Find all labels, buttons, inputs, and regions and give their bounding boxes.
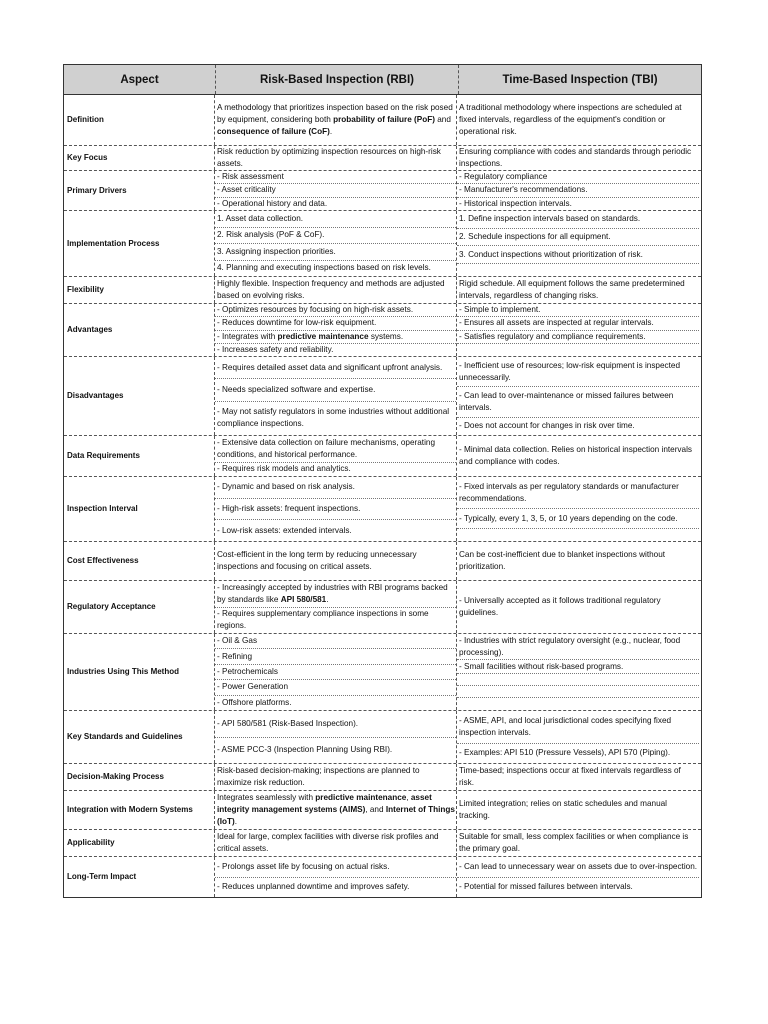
tbi-text xyxy=(457,211,699,229)
rbi-column-cell xyxy=(215,171,457,210)
table-row xyxy=(64,711,701,764)
rbi-text xyxy=(215,878,456,898)
rbi-text-line: - Integrates with predictive maintenance systems. xyxy=(217,331,404,341)
tbi-text-line: - Historical inspection intervals. xyxy=(459,198,572,208)
tbi-text xyxy=(457,317,699,330)
tbi-column-cell xyxy=(457,477,699,541)
tbi-text-line: 1. Define inspection intervals based on standards. xyxy=(459,214,641,224)
tbi-text xyxy=(457,171,699,184)
tbi-text-line: - Universally accepted as it follows traditional regulatory guidelines. xyxy=(459,596,661,617)
tbi-text xyxy=(457,634,699,660)
tbi-text-line: - Ensures all assets are inspected at regular intervals. xyxy=(459,318,654,328)
rbi-text xyxy=(215,581,456,608)
rbi-text xyxy=(215,95,456,145)
rbi-text xyxy=(215,791,456,829)
rbi-text-line: - May not satisfy regulators in some industries without additional compliance inspections. xyxy=(217,407,450,429)
table-row xyxy=(64,477,701,542)
tbi-text xyxy=(457,878,699,898)
tbi-text xyxy=(457,581,699,633)
tbi-text xyxy=(457,246,699,264)
tbi-text xyxy=(457,184,699,197)
aspect-cell: Regulatory Acceptance xyxy=(64,581,215,633)
tbi-text-line: Can be cost-inefficient due to blanket inspections without prioritization. xyxy=(459,550,666,571)
rbi-text-line: - Prolongs asset life by focusing on actual risks. xyxy=(217,861,390,871)
rbi-column-cell xyxy=(215,211,457,276)
rbi-text xyxy=(215,696,456,710)
rbi-text-line: - API 580/581 (Risk-Based Inspection). xyxy=(217,718,359,728)
tbi-text xyxy=(457,304,699,317)
rbi-column-cell xyxy=(215,304,457,356)
tbi-text xyxy=(457,477,699,509)
tbi-text xyxy=(457,744,699,764)
rbi-text-line: - Increases safety and reliability. xyxy=(217,344,334,354)
rbi-text-line: - Oil & Gas xyxy=(217,636,258,646)
tbi-text xyxy=(457,529,699,541)
table-row xyxy=(64,857,701,897)
rbi-text xyxy=(215,542,456,580)
rbi-column-cell xyxy=(215,357,457,435)
tbi-text-line: Rigid schedule. All equipment follows the same predetermined intervals, regardless of changing risks. xyxy=(459,279,685,300)
rbi-text xyxy=(215,436,456,463)
table-row xyxy=(64,95,701,146)
header-aspect: Aspect xyxy=(64,65,216,94)
rbi-text xyxy=(215,857,456,878)
aspect-cell: Implementation Process xyxy=(64,211,215,276)
tbi-text xyxy=(457,198,699,210)
tbi-text xyxy=(457,791,699,829)
rbi-text-line: - High-risk assets: frequent inspections. xyxy=(217,504,361,513)
rbi-text xyxy=(215,184,456,197)
rbi-text-line: - Reduces downtime for low-risk equipment. xyxy=(217,318,377,328)
aspect-cell: Decision-Making Process xyxy=(64,764,215,790)
rbi-text xyxy=(215,317,456,330)
aspect-cell: Key Standards and Guidelines xyxy=(64,711,215,763)
table-row xyxy=(64,146,701,171)
rbi-text-line: - Requires detailed asset data and significant upfront analysis. xyxy=(217,362,443,372)
tbi-column-cell xyxy=(457,304,699,356)
tbi-text-line: - Can lead to over-maintenance or missed failures between intervals. xyxy=(459,390,674,412)
header-tbi: Time-Based Inspection (TBI) xyxy=(502,73,658,86)
tbi-text xyxy=(457,764,699,790)
rbi-text xyxy=(215,711,456,738)
aspect-cell: Advantages xyxy=(64,304,215,356)
rbi-text xyxy=(215,402,456,435)
table-body xyxy=(64,95,701,897)
tbi-text xyxy=(457,711,699,744)
tbi-column-cell xyxy=(457,542,699,580)
aspect-cell: Disadvantages xyxy=(64,357,215,435)
tbi-text xyxy=(457,674,699,686)
rbi-text-line: - Dynamic and based on risk analysis. xyxy=(217,482,355,492)
rbi-text xyxy=(215,649,456,664)
rbi-text-line: - Increasingly accepted by industries with RBI programs backed by standards like API 580/581. xyxy=(217,582,448,604)
rbi-text-line: - Low-risk assets: extended intervals. xyxy=(217,525,352,535)
aspect-cell: Industries Using This Method xyxy=(64,634,215,710)
rbi-text-line: Risk-based decision-making; inspections are planned to maximize risk reduction. xyxy=(217,766,420,787)
rbi-text-line: - Optimizes resources by focusing on high-risk assets. xyxy=(217,305,414,315)
tbi-column-cell xyxy=(457,711,699,763)
aspect-cell: Applicability xyxy=(64,830,215,856)
tbi-text xyxy=(457,95,699,145)
tbi-column-cell xyxy=(457,634,699,710)
tbi-column-cell xyxy=(457,830,699,856)
table-row xyxy=(64,436,701,477)
tbi-column-cell xyxy=(457,211,699,276)
rbi-text xyxy=(215,244,456,261)
tbi-text xyxy=(457,387,699,417)
tbi-text-line: - Inefficient use of resources; low-risk equipment is inspected unnecessarily. xyxy=(459,360,681,382)
tbi-text xyxy=(457,264,699,276)
tbi-text xyxy=(457,229,699,247)
rbi-text-line: Ideal for large, complex facilities with diverse risk profiles and critical assets. xyxy=(217,832,439,853)
tbi-text-line: - Typically, every 1, 3, 5, or 10 years depending on the code. xyxy=(459,513,678,523)
rbi-text-line: - Offshore platforms. xyxy=(217,697,292,707)
aspect-cell: Integration with Modern Systems xyxy=(64,791,215,829)
rbi-text-line: - Requires risk models and analytics. xyxy=(217,464,351,474)
tbi-text-line: Ensuring compliance with codes and standards through periodic inspections. xyxy=(459,147,692,168)
comparison-table xyxy=(63,64,702,898)
rbi-text-line: - Asset criticality xyxy=(217,185,276,195)
tbi-column-cell xyxy=(457,277,699,303)
rbi-text xyxy=(215,228,456,245)
table-header xyxy=(64,65,701,95)
rbi-text xyxy=(215,499,456,521)
header-rbi: Risk-Based Inspection (RBI) xyxy=(216,65,459,94)
rbi-text xyxy=(215,261,456,277)
rbi-text-line: 4. Planning and executing inspections based on risk levels. xyxy=(217,263,431,273)
tbi-text-line: - Examples: API 510 (Pressure Vessels), API 570 (Piping). xyxy=(459,748,671,758)
rbi-text xyxy=(215,344,456,356)
tbi-text xyxy=(457,660,699,674)
rbi-column-cell xyxy=(215,634,457,710)
table-row xyxy=(64,830,701,857)
tbi-column-cell xyxy=(457,357,699,435)
tbi-text xyxy=(457,277,699,303)
rbi-text-line: - ASME PCC-3 (Inspection Planning Using RBI). xyxy=(217,745,393,755)
tbi-column-cell xyxy=(457,95,699,145)
rbi-text-line: Integrates seamlessly with predictive maintenance, asset integrity management systems (AIMS), and Internet of Things (IoT). xyxy=(217,793,455,826)
rbi-text xyxy=(215,665,456,680)
rbi-text xyxy=(215,198,456,210)
tbi-text-line: - Simple to implement. xyxy=(459,305,541,315)
tbi-text-line: - Can lead to unnecessary wear on assets due to over-inspection. xyxy=(459,861,698,871)
tbi-column-cell xyxy=(457,857,699,897)
table-row xyxy=(64,171,701,211)
tbi-text xyxy=(457,857,699,878)
tbi-column-cell xyxy=(457,581,699,633)
tbi-column-cell xyxy=(457,171,699,210)
rbi-text-line: - Petrochemicals xyxy=(217,667,278,677)
rbi-text-line: - Extensive data collection on failure mechanisms, operating conditions, and historical performance. xyxy=(217,437,435,459)
tbi-text xyxy=(457,418,699,435)
tbi-text xyxy=(457,686,699,698)
aspect-cell: Flexibility xyxy=(64,277,215,303)
tbi-text xyxy=(457,331,699,344)
tbi-text-line: 3. Conduct inspections without prioritization of risk. xyxy=(459,249,643,259)
rbi-column-cell xyxy=(215,857,457,897)
tbi-text xyxy=(457,436,699,476)
tbi-text-line: - Manufacturer's recommendations. xyxy=(459,185,588,195)
rbi-column-cell xyxy=(215,830,457,856)
table-row xyxy=(64,634,701,711)
tbi-text xyxy=(457,357,699,387)
rbi-text-line: 2. Risk analysis (PoF & CoF). xyxy=(217,230,325,240)
aspect-cell: Key Focus xyxy=(64,146,215,170)
rbi-text-line: - Reduces unplanned downtime and improves safety. xyxy=(217,882,410,892)
aspect-cell: Data Requirements xyxy=(64,436,215,476)
table-row xyxy=(64,304,701,357)
table-row xyxy=(64,791,701,830)
rbi-text xyxy=(215,277,456,303)
tbi-text xyxy=(457,830,699,856)
rbi-text xyxy=(215,477,456,499)
rbi-column-cell xyxy=(215,436,457,476)
tbi-text-line: Limited integration; relies on static schedules and manual tracking. xyxy=(459,799,667,820)
rbi-column-cell xyxy=(215,581,457,633)
rbi-text xyxy=(215,463,456,477)
rbi-text xyxy=(215,211,456,228)
rbi-text-line: - Needs specialized software and expertise. xyxy=(217,384,376,394)
tbi-column-cell xyxy=(457,436,699,476)
rbi-column-cell xyxy=(215,477,457,541)
rbi-text xyxy=(215,304,456,317)
aspect-cell: Cost Effectiveness xyxy=(64,542,215,580)
tbi-text-line: Suitable for small, less complex facilities or when compliance is the primary goal. xyxy=(459,832,689,853)
aspect-cell: Inspection Interval xyxy=(64,477,215,541)
rbi-text-line: Highly flexible. Inspection frequency and methods are adjusted based on evolving risks. xyxy=(217,279,445,300)
rbi-text-line: Risk reduction by optimizing inspection resources on high-risk assets. xyxy=(217,147,441,168)
rbi-text xyxy=(215,357,456,379)
rbi-column-cell xyxy=(215,542,457,580)
tbi-text xyxy=(457,542,699,580)
tbi-text-line: 2. Schedule inspections for all equipment. xyxy=(459,232,611,241)
table-row xyxy=(64,581,701,634)
rbi-column-cell xyxy=(215,764,457,790)
rbi-text xyxy=(215,331,456,344)
rbi-column-cell xyxy=(215,277,457,303)
rbi-text-line: - Power Generation xyxy=(217,682,288,692)
rbi-column-cell xyxy=(215,791,457,829)
aspect-cell: Definition xyxy=(64,95,215,145)
tbi-text xyxy=(457,698,699,710)
rbi-text-line: - Requires supplementary compliance inspections in some regions. xyxy=(217,609,429,631)
tbi-text-line: - Satisfies regulatory and compliance requirements. xyxy=(459,331,646,341)
table-row xyxy=(64,277,701,304)
tbi-text-line: - Minimal data collection. Relies on historical inspection intervals and compliance with codes. xyxy=(459,445,692,466)
tbi-column-cell xyxy=(457,764,699,790)
rbi-text-line: Cost-efficient in the long term by reducing unnecessary inspections and focusing on critical assets. xyxy=(217,550,417,571)
rbi-text xyxy=(215,608,456,634)
rbi-text-line: - Refining xyxy=(217,651,253,661)
aspect-cell: Primary Drivers xyxy=(64,171,215,210)
rbi-text xyxy=(215,520,456,541)
rbi-text-line: A methodology that prioritizes inspection based on the risk posed by equipment, considering both probability of failure (PoF) and consequence of failure (CoF). xyxy=(217,103,453,136)
tbi-text xyxy=(457,509,699,529)
tbi-text-line: A traditional methodology where inspections are scheduled at fixed intervals, regardless of the equipment's condition or operational risk. xyxy=(459,103,682,136)
tbi-text xyxy=(457,146,699,170)
tbi-text-line: - Industries with strict regulatory oversight (e.g., nuclear, food processing). xyxy=(459,635,681,657)
table-row xyxy=(64,357,701,436)
tbi-text-line: - Fixed intervals as per regulatory standards or manufacturer recommendations. xyxy=(459,481,679,503)
aspect-cell: Long-Term Impact xyxy=(64,857,215,897)
tbi-text-line: - Does not account for changes in risk over time. xyxy=(459,421,635,431)
rbi-text xyxy=(215,680,456,695)
rbi-text-line: - Operational history and data. xyxy=(217,198,328,208)
rbi-text xyxy=(215,379,456,401)
tbi-text-line: - Small facilities without risk-based programs. xyxy=(459,661,624,671)
tbi-text-line: - Potential for missed failures between intervals. xyxy=(459,882,633,892)
rbi-text-line: 1. Asset data collection. xyxy=(217,213,304,223)
rbi-text xyxy=(215,738,456,764)
table-row xyxy=(64,764,701,791)
rbi-text-line: 3. Assigning inspection priorities. xyxy=(217,246,336,256)
tbi-column-cell xyxy=(457,146,699,170)
rbi-text xyxy=(215,830,456,856)
tbi-text-line: - ASME, API, and local jurisdictional codes specifying fixed inspection intervals. xyxy=(459,715,672,737)
tbi-text-line: Time-based; inspections occur at fixed intervals regardless of risk. xyxy=(459,766,681,787)
table-row xyxy=(64,542,701,581)
rbi-text xyxy=(215,634,456,649)
table-row xyxy=(64,211,701,277)
tbi-column-cell xyxy=(457,791,699,829)
rbi-column-cell xyxy=(215,146,457,170)
rbi-column-cell xyxy=(215,95,457,145)
rbi-text xyxy=(215,764,456,790)
tbi-text xyxy=(457,344,699,356)
tbi-text-line: - Regulatory compliance xyxy=(459,172,548,182)
rbi-text-line: - Risk assessment xyxy=(217,172,284,182)
rbi-column-cell xyxy=(215,711,457,763)
rbi-text xyxy=(215,146,456,170)
rbi-text xyxy=(215,171,456,184)
